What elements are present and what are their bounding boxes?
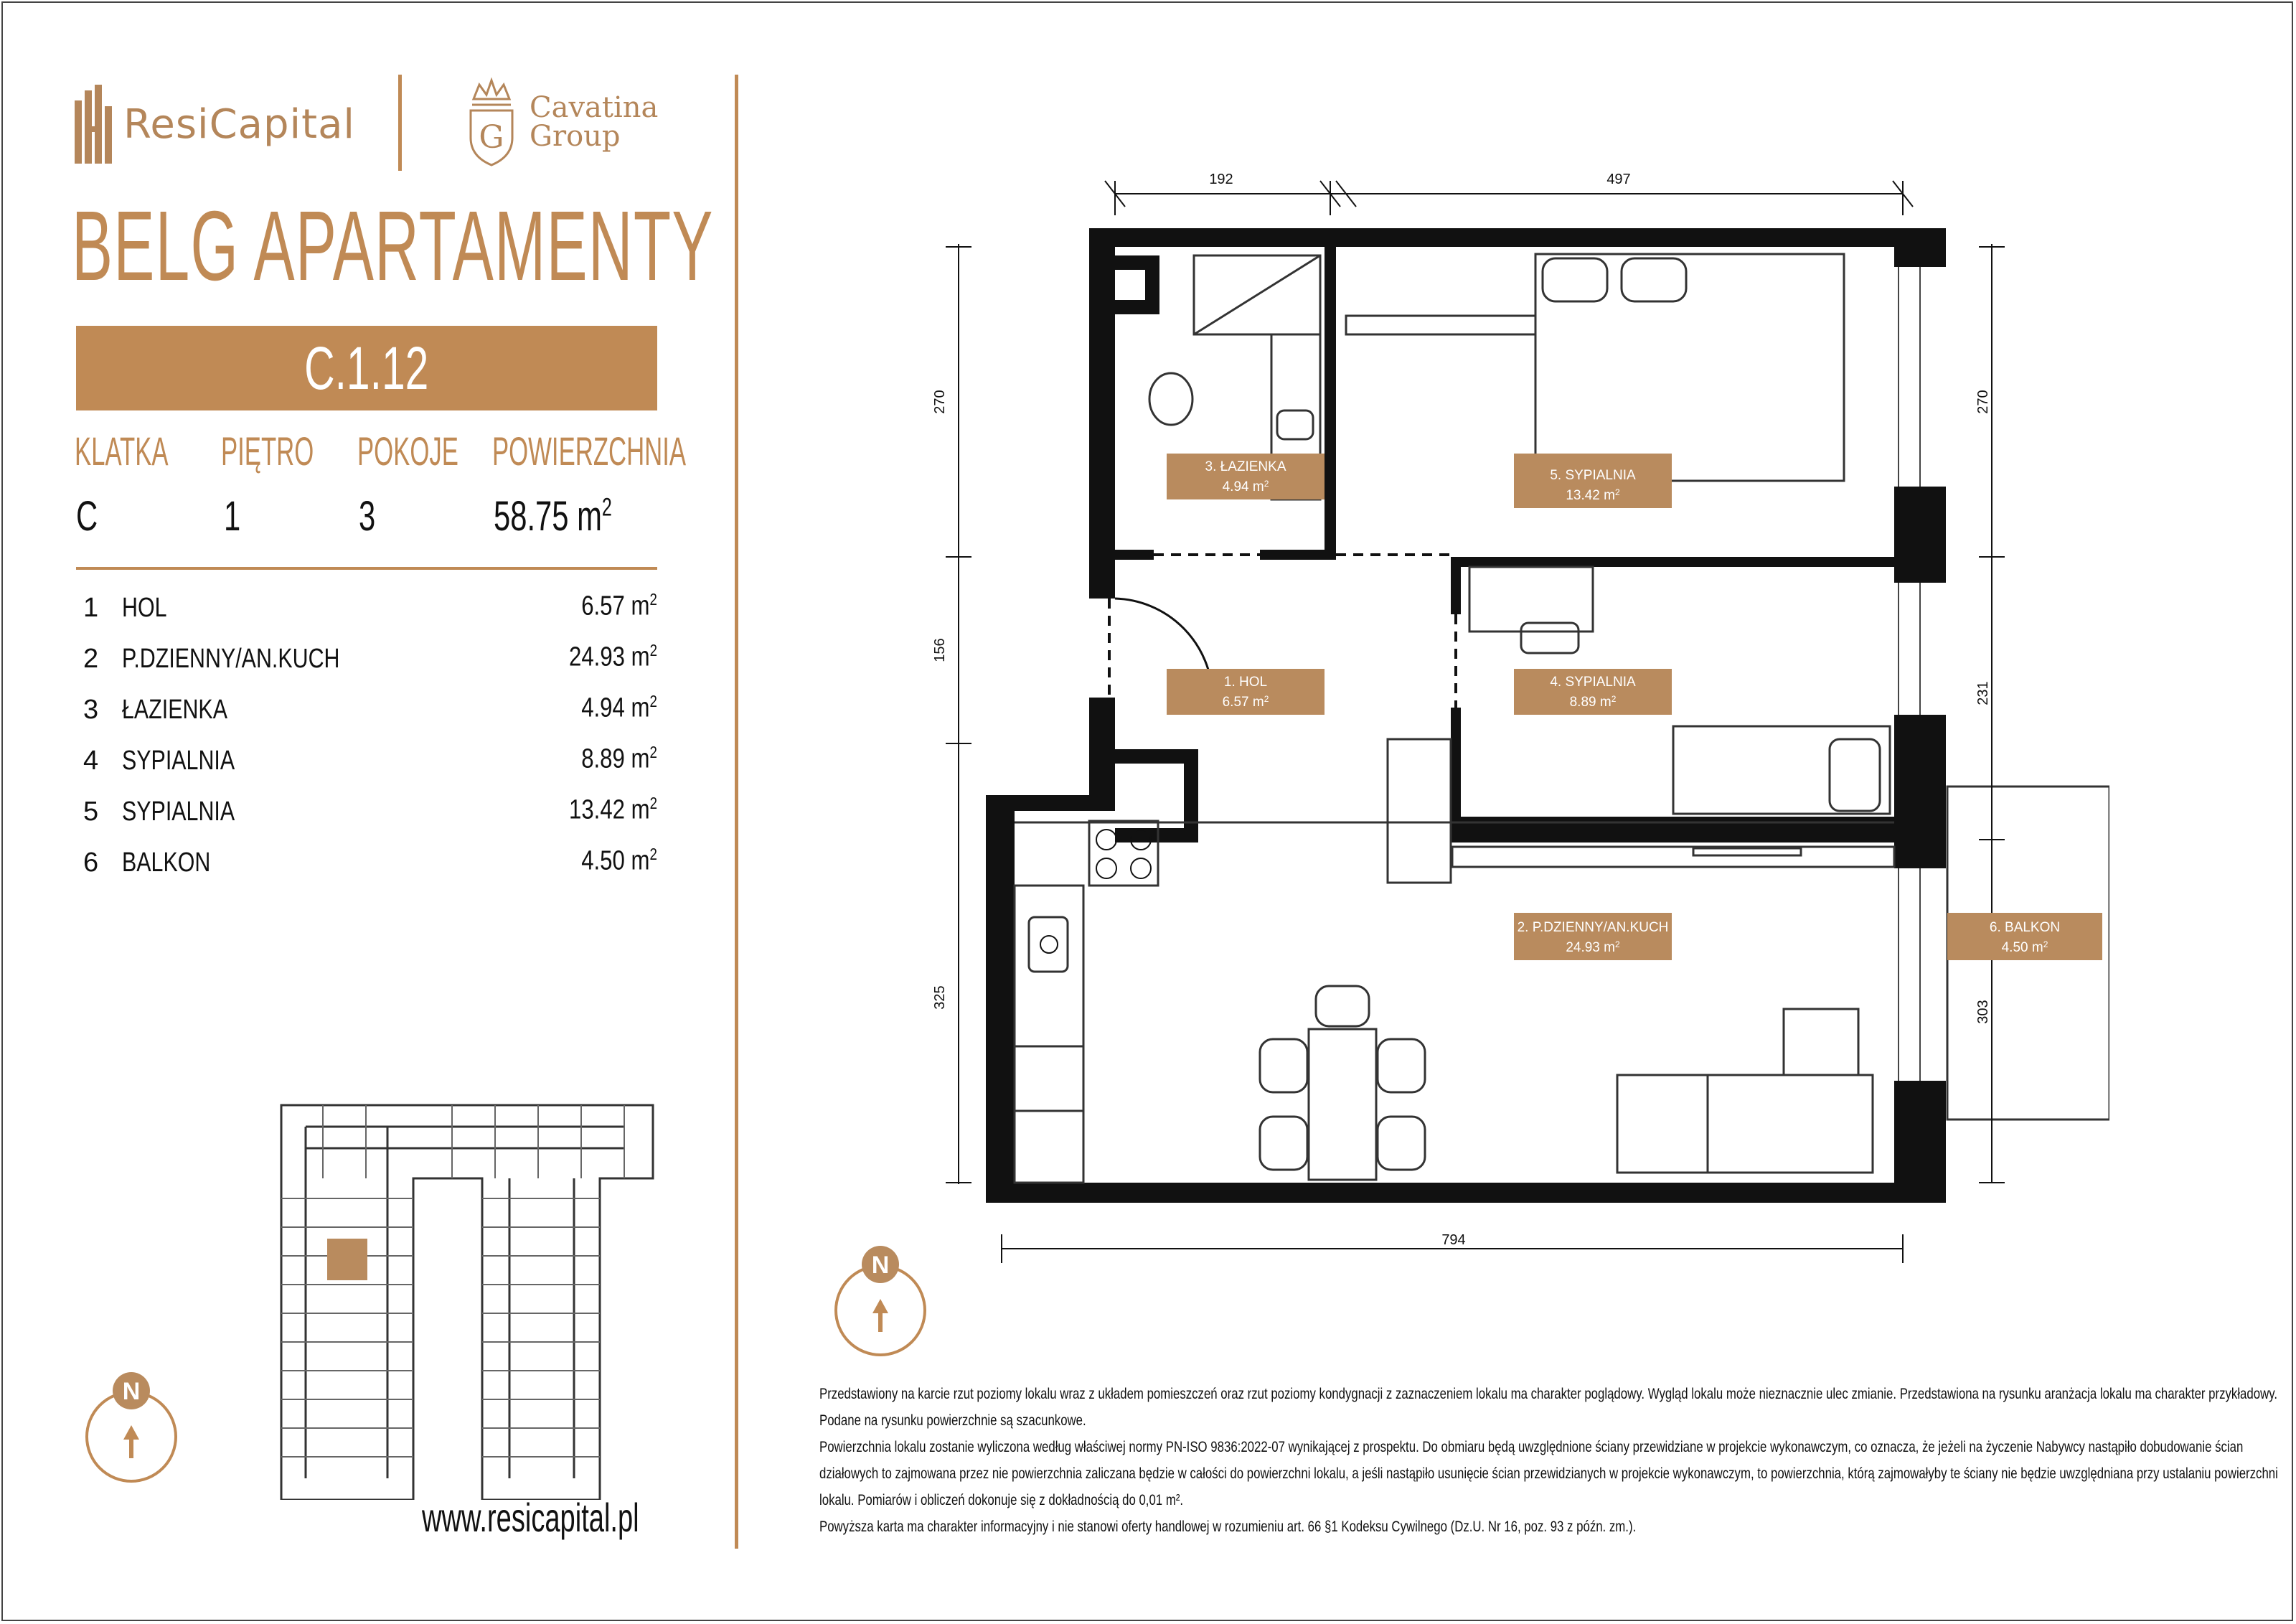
north-arrow-icon (872, 1299, 888, 1332)
svg-text:G: G (479, 119, 504, 156)
vertical-divider (735, 75, 738, 1549)
dim-top-left: 192 (1209, 172, 1233, 187)
website-link[interactable]: www.resicapital.pl (422, 1495, 639, 1540)
compass-left (77, 1369, 185, 1484)
cavatina-wordmark-1: Cavatina (530, 91, 659, 124)
room-row: 1 HOL 6.57 $m^2$ (83, 590, 657, 623)
label-hol: 1. HOL (1223, 675, 1268, 690)
value-powierzchnia: 58.75 $m^2$ (494, 493, 612, 540)
dim-left-bot: 325 (932, 985, 948, 1010)
disclaimer: Przedstawiony na karcie rzut poziomy lokalu wraz z układem pomieszczeń oraz rzut poziomy kondygnacji z zaznaczeniem lokalu ma charakter poglądowy. Wygląd lokalu może nieznacznie ulec zmianie. Przedstawiona na rysunku aranżacja lokalu ma charakter przykładowy. Podane na rysunku powierzchnie są szacunkowe. Powierzchnia lokalu zostanie wyliczona według właściwej normy PN-ISO 9836:2022-07 wynikającej z prospektu. Do obmiaru będą uwzględnione ściany przewidziane w projekcie wykonawczym, co oznacza, że jeżeli na życzenie Nabywcy nastąpiło dobudowanie ścian działowych to zajmowana przez nie powierzchnia zaliczana będzie w całości do powierzchni lokalu, a jeśli nastąpiło usunięcie ścian przewidzianych w projekcie wykonawczym, to powierzchnia, którą zajmowałyby te ściany nie będzie uwzględniana przy ustalaniu powierzchni lokalu. Pomiarów i obliczeń dokonuje się z dokładnością do 0,01 m². Powyższa karta ma charakter informacyjny i nie stanowi oferty handlowej w rozumieniu art. 66 §1 Kodeksu Cywilnego (Dz.U. Nr 16, poz. 93 z późn. zm.). (819, 1386, 2278, 1535)
header-powierzchnia: POWIERZCHNIA (492, 428, 687, 474)
room-row: 2 P.DZIENNY/AN.KUCH 24.93 $m^2$ (83, 641, 657, 674)
label-sypialnia-4-area: 8.89 $m^2$ (1569, 694, 1617, 710)
label-balkon: 6. BALKON (1989, 920, 2061, 935)
resicapital-logo (75, 85, 355, 164)
value-pokoje: 3 (359, 493, 376, 540)
dim-left-top: 270 (932, 390, 948, 414)
dim-right-top: 270 (1975, 390, 1991, 414)
room-row: 4 SYPIALNIA 8.89 $m^2$ (83, 743, 657, 776)
label-hol-area: 6.57 $m^2$ (1222, 694, 1269, 710)
north-arrow-icon (123, 1425, 139, 1458)
value-pietro: 1 (224, 493, 241, 540)
room-list (76, 587, 657, 893)
label-lazienka: 3. ŁAZIENKA (1205, 459, 1286, 474)
building-key-plan (280, 1098, 660, 1500)
room-row: 3 ŁAZIENKA 4.94 $m^2$ (83, 692, 657, 725)
cavatina-wordmark-2: Group (530, 120, 621, 153)
dim-right-mid: 231 (1975, 681, 1991, 705)
logo-separator (398, 75, 402, 171)
summary-rule (76, 567, 657, 570)
label-sypialnia-5: 5. SYPIALNIA (1550, 468, 1636, 483)
cavatina-logo (466, 78, 658, 166)
header-klatka: KLATKA (75, 428, 169, 474)
label-sypialnia-5-area: 13.42 $m^2$ (1566, 487, 1620, 503)
walls (986, 228, 1946, 1203)
value-klatka: C (76, 493, 98, 540)
room-row: 5 SYPIALNIA 13.42 $m^2$ (83, 794, 657, 827)
label-pdzienny-area: 24.93 $m^2$ (1566, 939, 1620, 955)
dim-top-right: 497 (1606, 172, 1631, 187)
highlighted-unit (327, 1239, 367, 1280)
unit-code: C.1.12 (304, 334, 429, 402)
dim-left-mid: 156 (932, 638, 948, 662)
dim-right-bot: 303 (1975, 1000, 1991, 1024)
dim-bottom: 794 (1441, 1232, 1466, 1248)
resicapital-wordmark: ResiCapital (123, 100, 355, 148)
label-sypialnia-4: 4. SYPIALNIA (1550, 675, 1636, 690)
compass-letter: N (871, 1252, 890, 1279)
floor-plan (918, 158, 2109, 1263)
label-balkon-area: 4.50 $m^2$ (2001, 939, 2048, 955)
unit-code-bar (76, 326, 657, 410)
page-title: BELG APARTAMENTY (72, 191, 714, 301)
label-pdzienny: 2. P.DZIENNY/AN.KUCH (1517, 920, 1669, 935)
label-lazienka-area: 4.94 $m^2$ (1222, 479, 1269, 494)
header-pietro: PIĘTRO (221, 428, 314, 474)
room-row: 6 BALKON 4.50 $m^2$ (83, 845, 657, 878)
header-pokoje: POKOJE (357, 428, 458, 474)
compass-letter: N (122, 1378, 141, 1405)
cavatina-crest-icon (466, 78, 517, 166)
resicapital-mark-icon (75, 85, 115, 164)
